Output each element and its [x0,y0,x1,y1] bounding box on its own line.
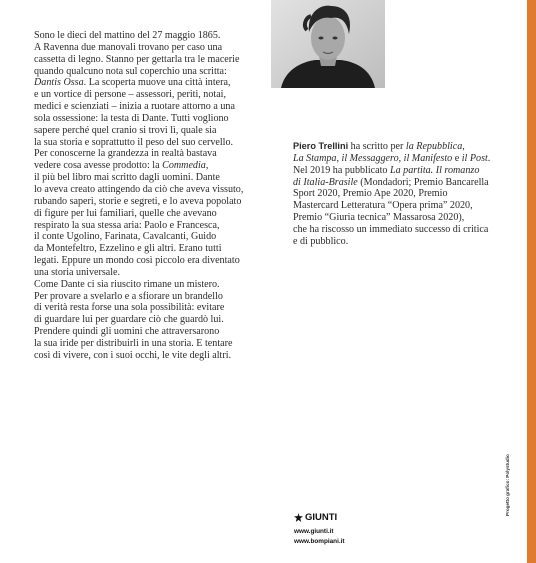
design-credit: Progetto grafico: Polystudio [505,454,510,516]
text-line: e un vortice di persone – assessori, periti, notai, [34,89,227,101]
bio-text: . [487,152,491,164]
text-line: di figure per lui familiari, quelle che avevano [34,207,217,219]
bio-text: , [398,152,404,164]
spine-color-bar [527,0,536,563]
synopsis-paragraph-2 [34,279,260,362]
bio-text: ha scritto per [348,141,406,152]
book-title: di Italia-Brasile [293,176,358,188]
italic-title: Dantis Ossa [34,77,84,89]
italic-title: Commedia [162,160,206,172]
text-line: il più bel libro mai scritto dagli uomini. Dante [34,172,220,184]
bio-text: , [462,141,465,152]
text-line: A Ravenna due manovali trovano per caso una [34,41,223,53]
text-line: quando qualcuno nota sul coperchio una scritta: [34,65,227,77]
text-line: Come Dante ci sia riuscito rimane un mistero. [34,278,220,290]
text-line: Prendere quindi gli uomini che attraversarono [34,326,220,338]
text-line: sapere perché quel cranio si trovi lì, quale sia [34,124,217,136]
synopsis-paragraph-1 [34,30,260,279]
newspaper-name: il Post [461,152,488,164]
newspaper-name: il Messaggero [341,152,399,164]
bio-text: (Mondadori; Premio Bancarella [357,176,489,188]
bio-text: Nel 2019 ha pubblicato [293,164,390,176]
text-line: medici e scienziati – inizia a ruotare attorno a una [34,101,235,113]
publisher-urls [294,527,345,547]
author-portrait-image [271,0,385,88]
bio-text: , [336,152,342,164]
bio-text: Sport 2020, Premio Ape 2020, Premio [293,188,448,200]
text-line: cassetta di legno. Stanno per gettarla tra le macerie [34,53,240,65]
text-line: da Montefeltro, Ezzelino e gli altri. Erano tutti [34,243,222,255]
text-line: di verità resta forse una sola possibilità: evitare [34,302,225,314]
text-line: il conte Ugolino, Farinata, Cavalcanti, Guido [34,231,217,243]
author-portrait [271,0,385,88]
text-line: , [205,160,209,172]
publisher-url: www.bompiani.it [294,538,345,545]
author-name: Piero Trellini [293,141,349,151]
text-line: così di vivere, con i suoi occhi, le vite degli altri. [34,349,232,361]
bio-text: e di pubblico. [293,235,349,247]
text-line: Sono le dieci del mattino del 27 maggio 1865. [34,30,221,41]
bio-text: Mastercard Letteratura “Opera prima” 2020, [293,200,473,212]
newspaper-name: il Manifesto [403,152,453,164]
author-bio [293,141,508,248]
text-line: la sua iride per distribuirli in una storia. E tentare [34,337,233,349]
text-line: di guardare lui per guardare ciò che guardò lui. [34,314,224,326]
text-line: la sua storia e soprattutto il peso del suo cervello. [34,136,234,148]
text-line: sola ossessione: la testa di Dante. Tutti vogliono [34,112,229,124]
bio-text: Premio “Giuria tecnica” Massarosa 2020), [293,212,465,224]
text-line: . La scoperta muove una città intera, [83,77,231,89]
book-title: La partita. Il romanzo [390,164,480,176]
text-line: rubando saperi, storie e segreti, e lo aveva popolato [34,195,242,207]
text-line: Per conoscerne la grandezza in realtà bastava [34,148,217,160]
text-line: legati. Eppure un mondo così piccolo era diventato [34,255,240,267]
bio-text: e [452,152,462,164]
publisher-logo [294,512,337,523]
text-line: respirato la sua stessa aria: Paolo e Francesca, [34,219,220,231]
text-line: lo aveva creato attingendo da ciò che aveva vissuto, [34,183,244,195]
publisher-url: www.giunti.it [294,528,334,535]
bio-text: che ha riscosso un immediato successo di critica [293,223,489,235]
newspaper-name: La Stampa [293,152,337,164]
text-line: Per provare a svelarlo e a sfiorare un brandello [34,290,223,302]
newspaper-name: la Repubblica [405,141,463,152]
text-line: una storia universale. [34,266,121,278]
synopsis-text [34,30,260,362]
giunti-logo-icon [294,513,303,522]
publisher-name: GIUNTI [305,512,338,523]
text-line: vedere cosa avesse prodotto: la [34,160,163,172]
